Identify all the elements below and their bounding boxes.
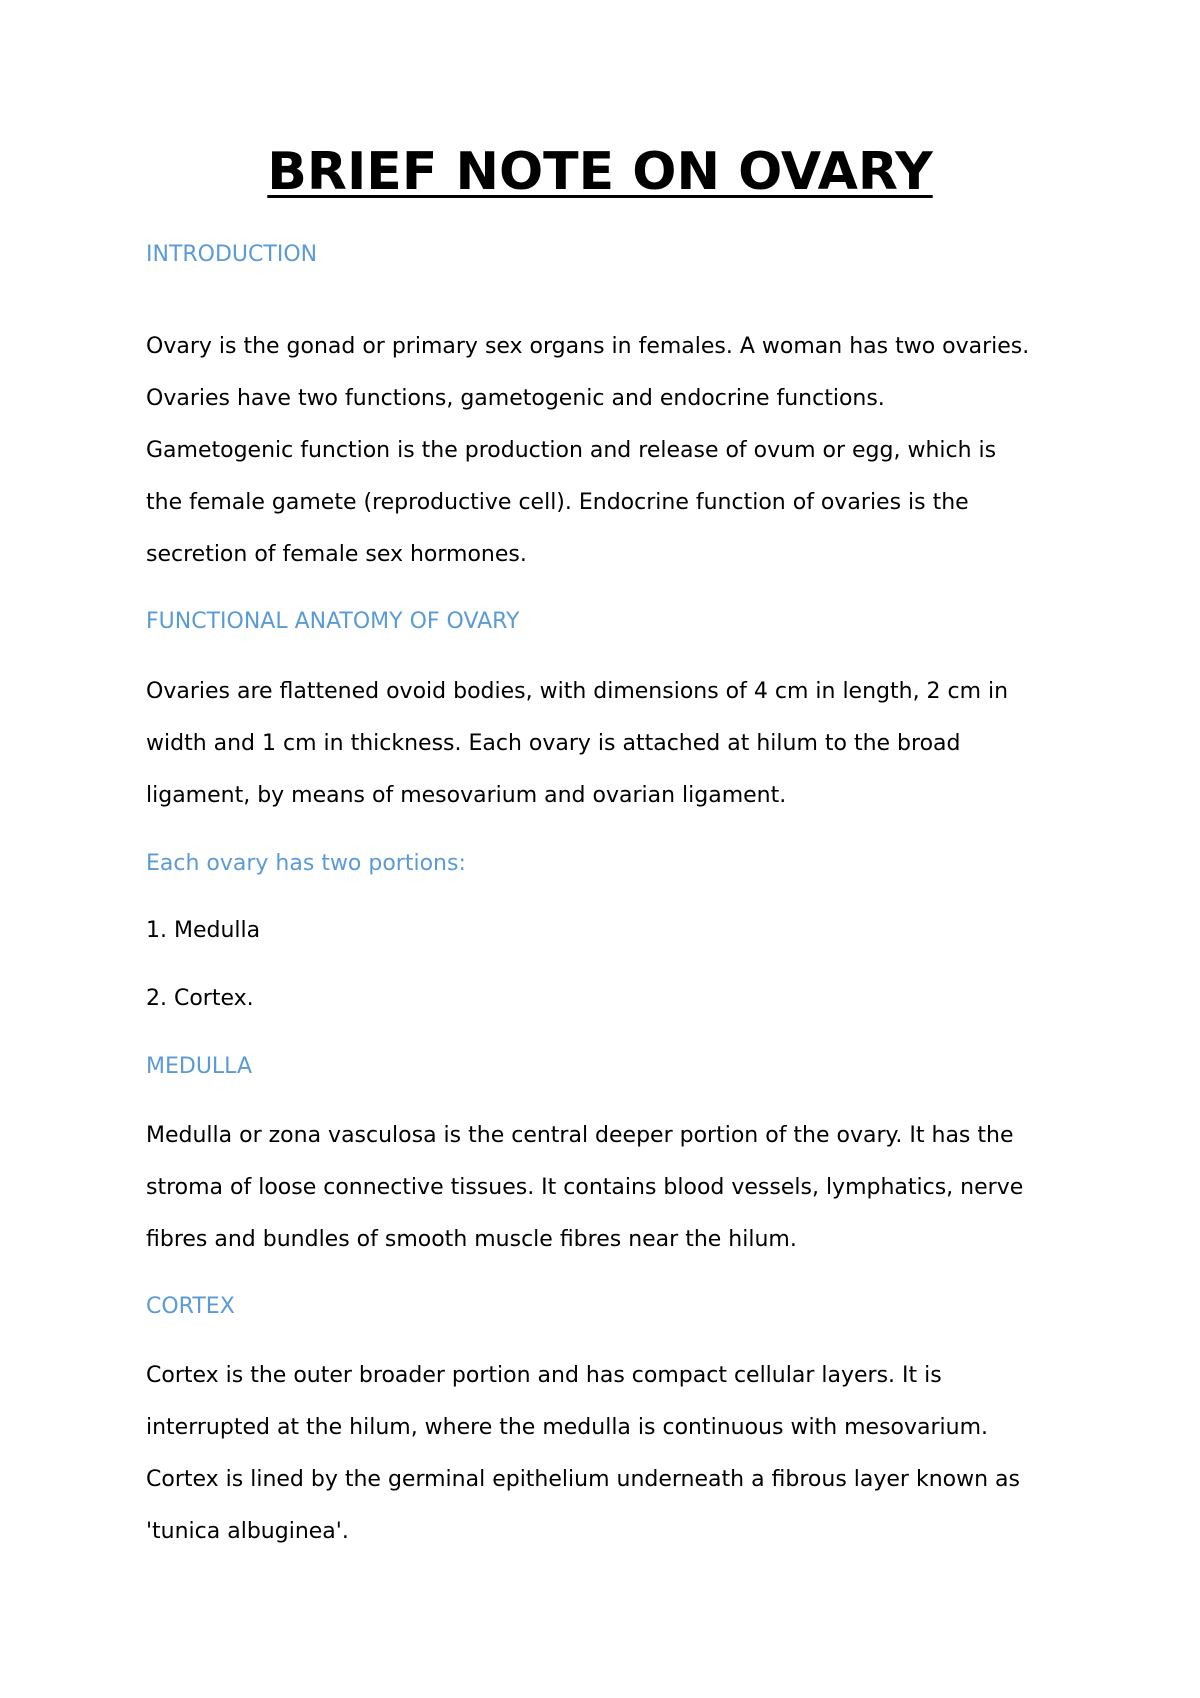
paragraph-line: Ovary is the gonad or primary sex organs in females. A woman has two ovaries. bbox=[146, 334, 1030, 359]
paragraph-line: 'tunica albuginea'. bbox=[146, 1519, 349, 1544]
portion-item-cortex: 2. Cortex. bbox=[146, 986, 254, 1011]
document-title bbox=[0, 140, 1200, 204]
portions-heading: Each ovary has two portions: bbox=[146, 851, 466, 876]
paragraph-line: Cortex is lined by the germinal epithelium underneath a fibrous layer known as bbox=[146, 1467, 1020, 1492]
introduction-paragraph bbox=[146, 321, 1086, 581]
paragraph-line: width and 1 cm in thickness. Each ovary is attached at hilum to the broad bbox=[146, 731, 961, 756]
cortex-heading: CORTEX bbox=[146, 1294, 235, 1319]
paragraph-line: Medulla or zona vasculosa is the central deeper portion of the ovary. It has the bbox=[146, 1123, 1014, 1148]
anatomy-paragraph bbox=[146, 666, 1086, 822]
paragraph-line: the female gamete (reproductive cell). Endocrine function of ovaries is the bbox=[146, 490, 969, 515]
paragraph-line: fibres and bundles of smooth muscle fibres near the hilum. bbox=[146, 1227, 797, 1252]
anatomy-heading: FUNCTIONAL ANATOMY OF OVARY bbox=[146, 609, 520, 634]
portion-item-medulla: 1. Medulla bbox=[146, 918, 261, 943]
paragraph-line: Ovaries are flattened ovoid bodies, with dimensions of 4 cm in length, 2 cm in bbox=[146, 679, 1009, 704]
paragraph-line: Gametogenic function is the production and release of ovum or egg, which is bbox=[146, 438, 997, 463]
paragraph-line: secretion of female sex hormones. bbox=[146, 542, 527, 567]
paragraph-line: Cortex is the outer broader portion and has compact cellular layers. It is bbox=[146, 1363, 942, 1388]
paragraph-line: Ovaries have two functions, gametogenic and endocrine functions. bbox=[146, 386, 885, 411]
paragraph-line: stroma of loose connective tissues. It contains blood vessels, lymphatics, nerve bbox=[146, 1175, 1024, 1200]
cortex-paragraph bbox=[146, 1350, 1086, 1558]
paragraph-line: ligament, by means of mesovarium and ovarian ligament. bbox=[146, 783, 787, 808]
medulla-paragraph bbox=[146, 1110, 1086, 1266]
paragraph-line: interrupted at the hilum, where the medulla is continuous with mesovarium. bbox=[146, 1415, 989, 1440]
document-title-text: BRIEF NOTE ON OVARY bbox=[267, 142, 933, 202]
medulla-heading: MEDULLA bbox=[146, 1054, 252, 1079]
introduction-heading: INTRODUCTION bbox=[146, 242, 318, 267]
